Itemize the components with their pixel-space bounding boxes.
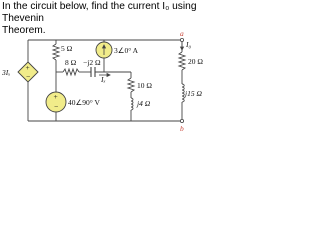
label-voltage-source: 40∠90° V — [68, 98, 100, 107]
circuit-diagram — [0, 0, 203, 134]
label-8-ohm: 8 Ω — [65, 58, 77, 67]
question-line-1: In the circuit below, find the current I₀ using Thevenin — [2, 1, 197, 24]
resistor-20-ohm — [179, 52, 185, 70]
resistor-10-ohm — [128, 78, 134, 92]
dep-plus: + — [25, 63, 30, 72]
label-io: I₀ — [186, 40, 192, 49]
capacitor-j2 — [91, 67, 95, 77]
voltage-minus: − — [54, 102, 59, 111]
label-terminal-a: a — [180, 29, 184, 38]
label-current-source: 3∠0° A — [114, 46, 139, 55]
label-terminal-b: b — [180, 124, 184, 133]
terminal-a-dot — [180, 38, 183, 41]
dep-minus: − — [26, 72, 31, 81]
label-5-ohm: 5 Ω — [61, 44, 73, 53]
label-j4: j4 Ω — [137, 99, 151, 108]
label-cap: −j2 Ω — [83, 58, 101, 67]
resistor-8-ohm — [63, 69, 79, 75]
label-j15: j15 Ω — [185, 89, 202, 98]
question-line-2: Theorem. — [2, 25, 46, 36]
label-dependent-source: 3Iₓ — [2, 68, 11, 77]
label-20-ohm: 20 Ω — [188, 57, 203, 66]
io-arrow — [181, 41, 184, 50]
label-10-ohm: 10 Ω — [137, 81, 152, 90]
terminal-b-dot — [180, 119, 183, 122]
inductor-j15 — [182, 84, 184, 102]
voltage-plus: + — [53, 92, 58, 101]
inductor-j4 — [131, 98, 133, 110]
label-ix: Iₓ — [101, 75, 106, 84]
resistor-5-ohm — [53, 44, 59, 60]
